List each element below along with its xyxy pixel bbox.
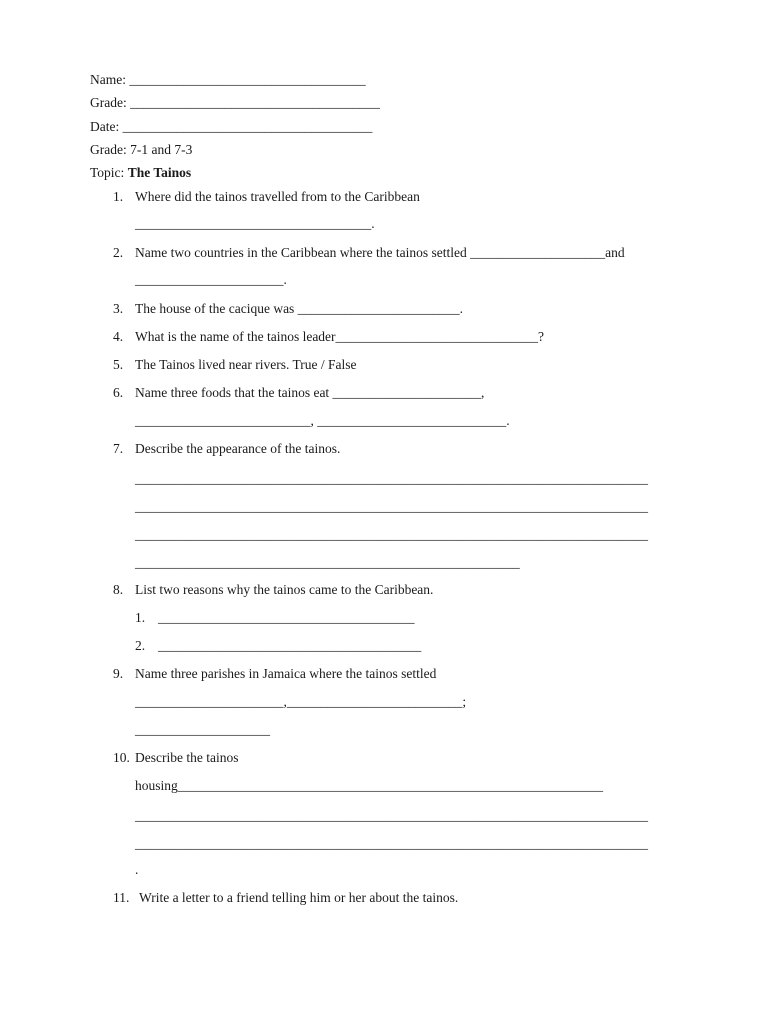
- answer-line-end: .: [135, 862, 139, 877]
- question-9-answer-blank[interactable]: ____________________: [135, 722, 270, 737]
- answer-line[interactable]: ____________________________________________________________________________: [135, 808, 648, 823]
- question-9-answer-blank[interactable]: ______________________,__________________________;: [135, 694, 467, 709]
- question-3-text: The house of the cacique was ________________________.: [135, 301, 464, 316]
- grade-level: Grade: 7-1 and 7-3: [90, 142, 193, 157]
- question-number: 5.: [113, 357, 124, 372]
- question-9-text: Name three parishes in Jamaica where the tainos settled: [135, 666, 437, 681]
- date-field[interactable]: Date: _____________________________________: [90, 119, 373, 134]
- sub-item-number: 1.: [135, 610, 146, 625]
- question-2-text: Name two countries in the Caribbean where the tainos settled ____________________and: [135, 245, 625, 260]
- question-8-text: List two reasons why the tainos came to the Caribbean.: [135, 582, 434, 597]
- question-11-text: Write a letter to a friend telling him or her about the tainos.: [139, 890, 459, 905]
- question-number: 1.: [113, 189, 124, 204]
- question-1-answer-blank[interactable]: ___________________________________.: [135, 216, 375, 231]
- question-4-text: What is the name of the tainos leader______________________________?: [135, 329, 545, 344]
- question-6-answer-blank[interactable]: __________________________, ____________________________.: [135, 413, 510, 428]
- question-6-text: Name three foods that the tainos eat ______________________,: [135, 385, 485, 400]
- question-number: 2.: [113, 245, 124, 260]
- answer-line[interactable]: ____________________________________________________________________________: [135, 471, 648, 486]
- topic-line: [90, 165, 191, 181]
- topic-label: Topic:: [90, 165, 128, 180]
- question-1-text: Where did the tainos travelled from to the Caribbean: [135, 189, 420, 204]
- question-number: 11.: [113, 890, 130, 905]
- question-2-answer-blank[interactable]: ______________________.: [135, 272, 287, 287]
- answer-line[interactable]: ____________________________________________________________________________: [135, 836, 648, 851]
- question-number: 4.: [113, 329, 124, 344]
- name-field[interactable]: Name: ___________________________________: [90, 72, 366, 87]
- sub-item-number: 2.: [135, 638, 146, 653]
- question-number: 7.: [113, 441, 124, 456]
- question-7-text: Describe the appearance of the tainos.: [135, 441, 341, 456]
- answer-line[interactable]: housing_______________________________________________________________: [135, 778, 604, 793]
- topic-value: The Tainos: [127, 165, 192, 180]
- answer-line[interactable]: _________________________________________________________: [135, 555, 520, 570]
- question-number: 10.: [113, 750, 130, 765]
- question-number: 3.: [113, 301, 124, 316]
- answer-line[interactable]: ____________________________________________________________________________: [135, 527, 648, 542]
- reason-1-blank[interactable]: ______________________________________: [158, 610, 415, 625]
- question-number: 6.: [113, 385, 124, 400]
- answer-line[interactable]: ____________________________________________________________________________: [135, 499, 648, 514]
- question-number: 8.: [113, 582, 124, 597]
- reason-2-blank[interactable]: _______________________________________: [158, 638, 422, 653]
- question-number: 9.: [113, 666, 124, 681]
- question-5-text: The Tainos lived near rivers. True / False: [135, 357, 357, 372]
- grade-field[interactable]: Grade: _____________________________________: [90, 95, 380, 110]
- question-10-text: Describe the tainos: [135, 750, 239, 765]
